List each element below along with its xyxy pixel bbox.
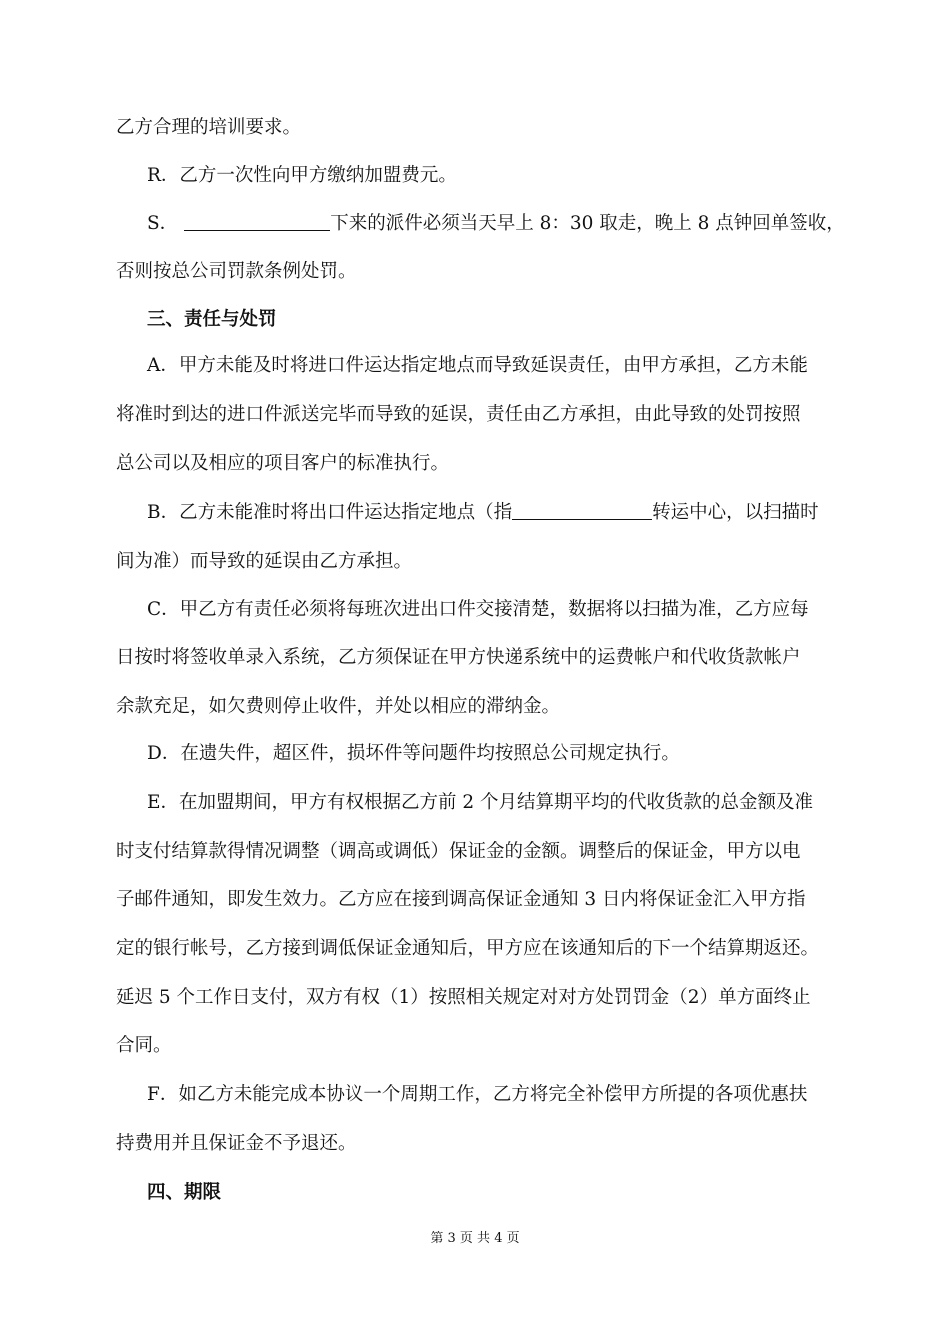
clause-e-line4: 定的银行帐号，乙方接到调低保证金通知后，甲方应在该通知后的下一个结算期返还。: [116, 938, 820, 959]
clause-e-line2: 时支付结算款得情况调整（调高或调低）保证金的金额。调整后的保证金，甲方以电: [116, 841, 801, 862]
clause-s: [147, 211, 845, 237]
clause-b-line2: 间为准）而导致的延误由乙方承担。: [116, 551, 413, 572]
paragraph-intro-continuation: 乙方合理的培训要求。: [116, 117, 302, 138]
clause-e-line6: 合同。: [116, 1035, 172, 1056]
blank-fill-line: [512, 501, 652, 520]
page-number-footer: 第 3 页 共 4 页: [430, 1231, 520, 1246]
clause-s-label: S．: [147, 213, 179, 234]
clause-c-line2: 日按时将签收单录入系统，乙方须保证在甲方快递系统中的运费帐户和代收货款帐户: [116, 647, 801, 668]
clause-e-line5: 延迟 5 个工作日支付，双方有权（1）按照相关规定对对方处罚罚金（2）单方面终止: [116, 987, 811, 1008]
section-heading-4: 四、期限: [147, 1182, 222, 1203]
clause-b-text-end: 转运中心，以扫描时: [652, 502, 819, 523]
clause-b-text-start: B．乙方未能准时将出口件运达指定地点（指: [147, 502, 513, 523]
section-heading-3: 三、责任与处罚: [147, 309, 277, 330]
clause-f-line2: 持费用并且保证金不予退还。: [116, 1133, 357, 1154]
clause-s-text: 下来的派件必须当天早上 8：30 取走，晚上 8 点钟回单签收，: [330, 213, 845, 234]
clause-a-line2: 将准时到达的进口件派送完毕而导致的延误，责任由乙方承担，由此导致的处罚按照: [116, 404, 801, 425]
clause-c-line3: 余款充足，如欠费则停止收件，并处以相应的滞纳金。: [116, 696, 561, 717]
clause-s-line2: 否则按总公司罚款条例处罚。: [116, 261, 357, 282]
clause-c-line1: C．甲乙方有责任必须将每班次进出口件交接清楚，数据将以扫描为准，乙方应每: [147, 599, 809, 620]
clause-b: [147, 500, 819, 526]
clause-f-line1: F．如乙方未能完成本协议一个周期工作，乙方将完全补偿甲方所提的各项优惠扶: [147, 1084, 808, 1105]
clause-a-line3: 总公司以及相应的项目客户的标准执行。: [116, 453, 450, 474]
clause-d: D．在遗失件，超区件，损坏件等问题件均按照总公司规定执行。: [147, 743, 680, 764]
clause-a-line1: A．甲方未能及时将进口件运达指定地点而导致延误责任，由甲方承担，乙方未能: [147, 355, 808, 376]
clause-e-line3: 子邮件通知，即发生效力。乙方应在接到调高保证金通知 3 日内将保证金汇入甲方指: [116, 889, 806, 910]
blank-fill-line: [184, 212, 330, 231]
clause-r: R．乙方一次性向甲方缴纳加盟费元。: [147, 165, 457, 186]
clause-e-line1: E．在加盟期间，甲方有权根据乙方前 2 个月结算期平均的代收货款的总金额及准: [147, 792, 814, 813]
